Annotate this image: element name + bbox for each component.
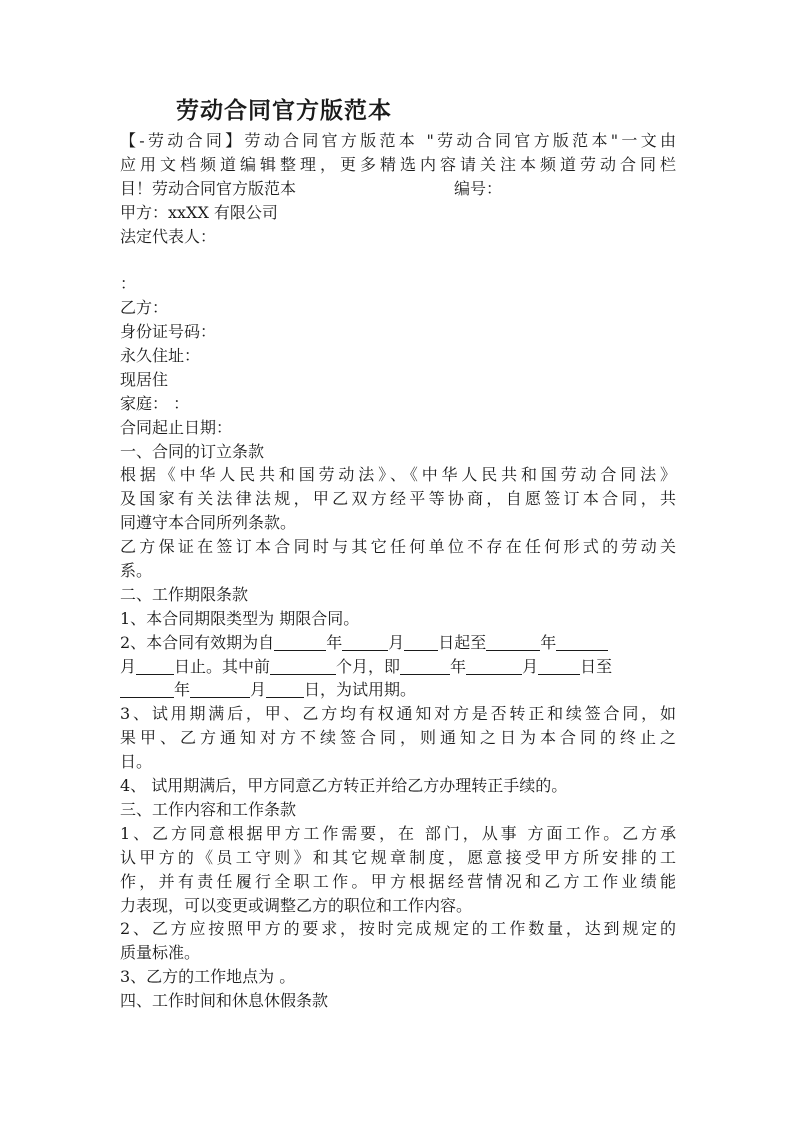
- text-span: 年: [540, 632, 557, 652]
- blank-underline: [538, 657, 580, 675]
- text-span: 月: [250, 680, 267, 700]
- party-b-line: 乙方：: [120, 298, 169, 318]
- paragraph-line: 质量标准。: [120, 943, 201, 963]
- blank-underline: [342, 633, 388, 651]
- document-title: 劳动合同官方版范本: [176, 97, 392, 124]
- document-body: [120, 129, 676, 1013]
- section-heading: 一、合同的订立条款: [120, 441, 265, 461]
- paragraph-line: 根据《中华人民共和国劳动法》、《中华人民共和国劳动合同法》: [120, 465, 676, 485]
- paragraph-line: 【-劳动合同】劳动合同官方版范本 "劳动合同官方版范本"一文由: [120, 131, 676, 150]
- text-span: 年: [450, 656, 467, 676]
- current-address-line: 现居住: [120, 369, 169, 389]
- text-span: 日起至: [438, 632, 487, 652]
- permanent-address-line: 永久住址：: [120, 346, 201, 366]
- id-number-line: 身份证号码：: [120, 322, 217, 342]
- section-heading: 四、工作时间和休息休假条款: [120, 991, 329, 1011]
- section-heading: 三、工作内容和工作条款: [120, 799, 297, 819]
- blank-underline: [466, 657, 522, 675]
- paragraph-line: 2、乙方应按照甲方的要求，按时完成规定的工作数量，达到规定的: [120, 919, 676, 939]
- text-span: 日，为试用期。: [304, 680, 417, 700]
- term-line-1: [120, 631, 676, 655]
- text-span: 年: [174, 680, 191, 700]
- party-a-line: 甲方：xxXX 有限公司: [120, 202, 278, 222]
- section-heading: 二、工作期限条款: [120, 584, 249, 604]
- paragraph-line: 4、 试用期满后，甲方同意乙方转正并给乙方办理转正手续的。: [120, 776, 568, 796]
- paragraph-line: 认甲方的《员工守则》和其它规章制度，愿意接受甲方所安排的工: [120, 847, 676, 867]
- paragraph-line: 乙方保证在签订本合同时与其它任何单位不存在任何形式的劳动关: [120, 537, 676, 557]
- text-span: 个月，即: [336, 656, 401, 676]
- paragraph-line: 作，并有责任履行全职工作。甲方根据经营情况和乙方工作业绩能: [120, 871, 676, 891]
- blank-underline: [274, 633, 326, 651]
- text-span: 年: [326, 632, 343, 652]
- legal-representative-line: 法定代表人：: [120, 226, 217, 246]
- blank-line: [120, 248, 676, 272]
- blank-underline: [136, 657, 174, 675]
- blank-underline: [266, 680, 304, 698]
- home-line: 家庭： ：: [120, 393, 190, 413]
- paragraph-line: 3、乙方的工作地点为 。: [120, 967, 296, 987]
- blank-underline: [404, 633, 438, 651]
- text-span: 2、本合同有效期为自: [120, 632, 275, 652]
- paragraph-line: 系。: [120, 561, 153, 581]
- term-line-3: [120, 678, 676, 702]
- text-span: 月: [120, 656, 137, 676]
- paragraph-line: 1、乙方同意根据甲方工作需要，在 部门，从事 方面工作。乙方承: [120, 823, 676, 843]
- paragraph-line: 果甲、乙方通知对方不续签合同，则通知之日为本合同的终止之: [120, 728, 676, 748]
- term-line-2: [120, 655, 676, 679]
- text-span: 日止。其中前: [174, 656, 271, 676]
- paragraph-line: 力表现，可以变更或调整乙方的职位和工作内容。: [120, 895, 473, 915]
- text-span: 日至: [580, 656, 613, 676]
- blank-underline: [556, 633, 608, 651]
- paragraph-line: 日。: [120, 752, 153, 772]
- contract-dates-line: 合同起止日期：: [120, 417, 233, 437]
- blank-underline: [486, 633, 540, 651]
- text-span: 月: [522, 656, 539, 676]
- text-span: 目！劳动合同官方版范本: [120, 178, 297, 198]
- paragraph-line: 1、本合同期限类型为 期限合同。: [120, 608, 360, 628]
- paragraph-line: 应用文档频道编辑整理，更多精选内容请关注本频道劳动合同栏: [120, 154, 676, 174]
- contract-number-label: 编号：: [454, 178, 503, 198]
- paragraph-line: [120, 177, 676, 201]
- paragraph-line: 及国家有关法律法规，甲乙双方经平等协商，自愿签订本合同，共: [120, 489, 676, 509]
- blank-underline: [120, 680, 174, 698]
- blank-underline: [270, 657, 336, 675]
- blank-underline: [190, 680, 250, 698]
- paragraph-line: 3、试用期满后，甲、乙方均有权通知对方是否转正和续签合同，如: [120, 704, 676, 724]
- paragraph-line: 同遵守本合同所列条款。: [120, 513, 297, 533]
- blank-underline: [400, 657, 450, 675]
- paragraph-line: ：: [120, 274, 137, 294]
- text-span: 月: [388, 632, 405, 652]
